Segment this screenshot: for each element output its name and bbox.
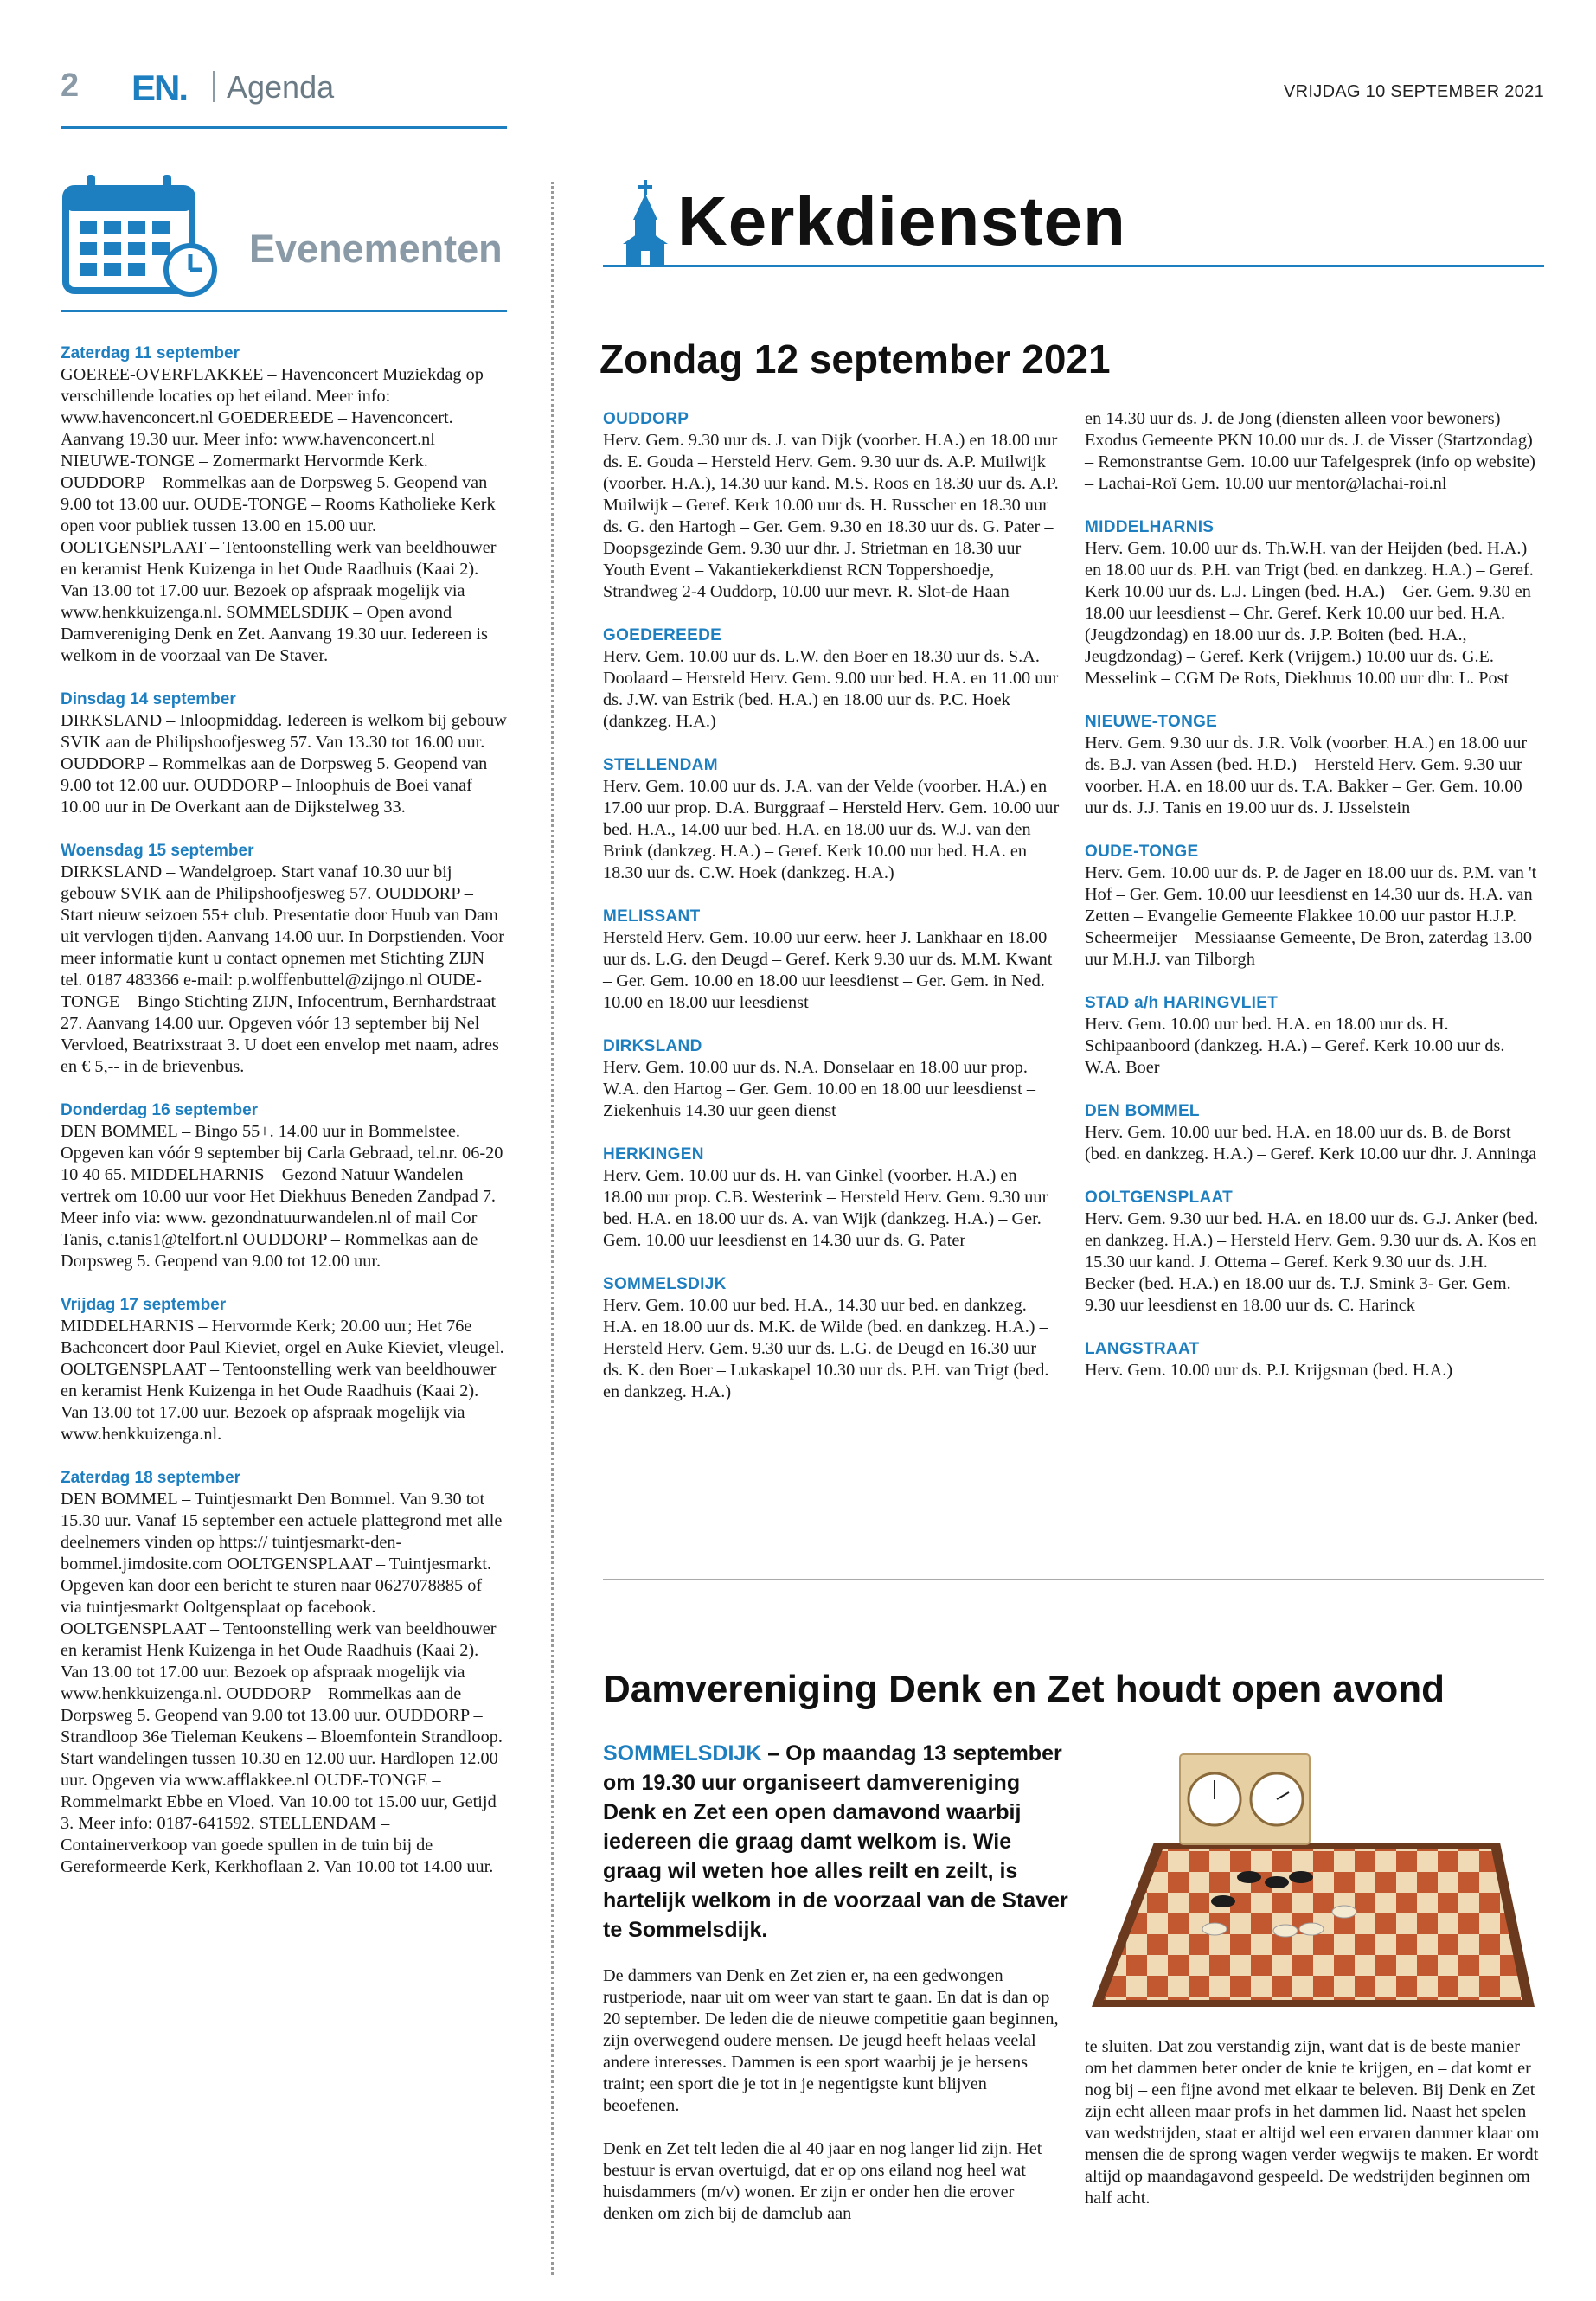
page-number: 2	[61, 67, 80, 104]
event-day	[61, 343, 507, 667]
events-title: Evenementen	[249, 227, 503, 271]
service-text: Herv. Gem. 10.00 uur ds. N.A. Donselaar en 18.00 uur prop. W.A. den Hartog – Ger. Gem. 10.00 en 18.00 uur leesdienst – Ziekenhuis 14.30 uur geen dienst	[603, 1058, 1035, 1120]
service-place: SOMMELSDIJK	[603, 1275, 727, 1293]
event-text: DIRKSLAND – Inloopmiddag. Iedereen is welkom bij gebouw SVIK aan de Philipshoofjesweg 57. Van 13.30 tot 16.00 uur. OUDDORP – Rommelkas aan de Dorpsweg 5. Geopend van 9.00 tot 12.00 uur. OUDDORP – Inloophuis de Boei vanaf 10.00 uur in De Overkant aan de Dijkstelweg 33.	[61, 711, 507, 817]
event-day-label: Dinsdag 14 september	[61, 690, 236, 708]
service-text: Herv. Gem. 10.00 uur ds. H. van Ginkel (voorber. H.A.) en 18.00 uur prop. C.B. Westerink – Hersteld Herv. Gem. 9.30 uur bed. H.A. en 18.00 uur ds. A. van Wijk (dankzeg. H.A.) – Ger. Gem. 10.00 uur leesdienst en 14.30 uur ds. G. Pater	[603, 1166, 1048, 1250]
service-place: HERKINGEN	[603, 1145, 704, 1163]
article-rule	[603, 1579, 1544, 1580]
event-day	[61, 1099, 507, 1272]
church-services-rule	[603, 265, 1544, 267]
service-text: Herv. Gem. 9.30 uur bed. H.A. en 18.00 uur ds. G.J. Anker (bed. en dankzeg. H.A.) – Hersteld Herv. Gem. 9.30 uur ds. A. Kos en 15.30 uur kand. J. Ottema – Geref. Kerk 9.30 uur ds. J.H. Becker (bed. H.A.) en 18.00 uur ds. T.J. Smink 3- Ger. Gem. 9.30 uur leesdienst en 18.00 uur ds. C. Harinck	[1085, 1209, 1539, 1315]
event-text: GOEREE-OVERFLAKKEE – Havenconcert Muziekdag op verschillende locaties op het eiland. Meer info: www.havenconcert.nl GOEDEREEDE – Havenconcert. Aanvang 19.30 uur. Meer info: www.havenconcert.nl NIEUWE-TONGE – Zomermarkt Hervormde Kerk. OUDDORP – Rommelkas aan de Dorpsweg 5. Geopend van 9.00 tot 13.00 uur. OUDE-TONGE – Rooms Katholieke Kerk open voor publiek tussen 13.00 en 15.00 uur. OOLTGENSPLAAT – Tentoonstelling werk van beeldhouwer en keramist Henk Kuizenga in het Oude Raadhuis (Kaai 2). Van 13.00 tot 17.00 uur. Bezoek op afspraak mogelijk via www.henkkuizenga.nl. SOMMELSDIJK – Open avond Damvereniging Denk en Zet. Aanvang 19.30 uur. Iedereen is welkom in de voorzaal van De Staver.	[61, 365, 497, 665]
article-paragraph: Denk en Zet telt leden die al 40 jaar en nog langer lid zijn. Het bestuur is ervan overtuigd, dat er op ons eiland nog heel wat huisdammers (m/v) wonen. Er zijn er onder hen die erover denken om zich bij de damclub aan	[603, 2139, 1042, 2223]
service-place: DIRKSLAND	[603, 1037, 702, 1055]
article-body-right	[1085, 2036, 1542, 2209]
service-text: Herv. Gem. 9.30 uur ds. J.R. Volk (voorber. H.A.) en 18.00 uur ds. B.J. van Assen (bed. H.D.) – Hersteld Herv. Gem. 9.30 uur voorber. H.A. en 18.00 uur ds. T.A. Bakker – Ger. Gem. 10.00 uur ds. J.J. Tanis en 19.00 uur ds. J. IJsselstein	[1085, 734, 1528, 817]
service-entry	[603, 906, 1060, 1014]
event-day-label: Woensdag 15 september	[61, 842, 254, 860]
newspaper-logo: EN.	[131, 67, 188, 108]
section-title: Agenda	[227, 69, 335, 105]
event-day	[61, 1294, 507, 1445]
calendar-icon	[62, 173, 220, 301]
draughts-board-photo	[1085, 1747, 1542, 2017]
article-headline: Damvereniging Denk en Zet houdt open avond	[603, 1668, 1445, 1710]
service-place: STAD a/h HARINGVLIET	[1085, 994, 1279, 1012]
header-separator	[213, 71, 215, 102]
event-day	[61, 840, 507, 1078]
events-list	[61, 343, 507, 1900]
services-column-right	[1085, 408, 1542, 1403]
event-day	[61, 1467, 507, 1878]
service-place: OUDE-TONGE	[1085, 843, 1199, 861]
column-divider	[551, 182, 554, 2275]
service-entry	[603, 1035, 1060, 1122]
event-day-label: Zaterdag 18 september	[61, 1469, 241, 1487]
article-body-left	[603, 1965, 1060, 2247]
header-rule	[61, 126, 507, 129]
service-place: OOLTGENSPLAAT	[1085, 1189, 1234, 1207]
lead-text: – Op maandag 13 september om 19.30 uur organiseert damvereniging Denk en Zet een open damavond waarbij iedereen die graag damt welkom is. Wie graag wil weten hoe alles reilt en zeilt, is hartelijk welkom in de voorzaal van de Staver te Sommelsdijk.	[603, 1741, 1068, 1942]
service-place: OUDDORP	[603, 410, 689, 428]
service-entry	[603, 625, 1060, 733]
service-entry	[1085, 841, 1542, 971]
event-text: MIDDELHARNIS – Hervormde Kerk; 20.00 uur; Het 76e Bachconcert door Paul Kieviet, orgel en Auke Kieviet, vleugel. OOLTGENSPLAAT – Tentoonstelling werk van beeldhouwer en keramist Henk Kuizenga in het Oude Raadhuis (Kaai 2). Van 13.00 tot 17.00 uur. Bezoek op afspraak mogelijk via www.henkkuizenga.nl.	[61, 1317, 504, 1444]
article-paragraph: De dammers van Denk en Zet zien er, na een gedwongen rustperiode, naar uit om weer van start te gaan. En dat is dan op 20 september. De leden die de nieuwe competitie gaan beginnen, zijn overwegend oudere mensen. De jeugd heeft helaas veelal andere interesses. Dammen is een sport waarbij je je hersens traint; een sport die je tot in je negentigste kunt blijven beoefenen.	[603, 1966, 1059, 2115]
service-text: Herv. Gem. 9.30 uur ds. J. van Dijk (voorber. H.A.) en 18.00 uur ds. E. Gouda – Hersteld Herv. Gem. 9.30 uur ds. A.P. Muilwijk (voorber. H.A.), 14.30 uur kand. M.S. Roos en 18.30 uur ds. A.P. Muilwijk – Geref. Kerk 10.00 uur ds. H. Russcher en 18.30 uur ds. G. den Hartogh – Ger. Gem. 9.30 en 18.30 uur ds. G. Pater – Doopsgezinde Gem. 9.30 uur dhr. J. Strietman en 18.30 uur Youth Event – Vakantiekerkdienst RCN Toppershoedje, Strandweg 2-4 Ouddorp, 10.00 uur mevr. R. Slot-de Haan	[603, 431, 1059, 601]
service-text: Herv. Gem. 10.00 uur ds. P.J. Krijgsman (bed. H.A.)	[1085, 1361, 1453, 1380]
service-text: Herv. Gem. 10.00 uur bed. H.A. en 18.00 uur ds. B. de Borst (bed. en dankzeg. H.A.) – Geref. Kerk 10.00 uur dhr. J. Anninga	[1085, 1123, 1537, 1163]
service-entry	[1085, 992, 1542, 1079]
service-entry	[603, 1144, 1060, 1252]
event-text: DIRKSLAND – Wandelgroep. Start vanaf 10.30 uur bij gebouw SVIK aan de Philipshoofjesweg 57. OUDDORP – Start nieuw seizoen 55+ club. Presentatie door Huub van Dam uit vervlogen tijden. Aanvang 14.00 uur. In Dorpstienden. Voor meer informatie kunt u contact opnemen met Stichting ZIJN tel. 0187 483366 e-mail: p.wolffenbuttel@zijngo.nl OUDE-TONGE – Bingo Stichting ZIJN, Infocentrum, Bernhardstraat 27. Aanvang 14.00 uur. Opgeven vóór 13 september bij Nel Vervloed, Beatrixstraat 3. U doet een envelop met naam, adres en € 5,-- in de brievenbus.	[61, 862, 504, 1076]
service-entry	[1085, 1100, 1542, 1165]
service-place: NIEUWE-TONGE	[1085, 713, 1218, 731]
service-text: Herv. Gem. 10.00 uur bed. H.A. en 18.00 uur ds. H. Schipaanboord (dankzeg. H.A.) – Geref. Kerk 10.00 uur ds. W.A. Boer	[1085, 1015, 1505, 1077]
service-entry	[1085, 1187, 1542, 1317]
issue-date: VRIJDAG 10 SEPTEMBER 2021	[1284, 82, 1544, 101]
lead-place: SOMMELSDIJK	[603, 1741, 762, 1766]
service-text: Herv. Gem. 10.00 uur bed. H.A., 14.30 uur bed. en dankzeg. H.A. en 18.00 uur ds. M.K. de Wilde (bed. en dankzeg. H.A.) – Hersteld Herv. Gem. 9.30 uur ds. L.G. de Deugd en 16.30 uur ds. K. den Boer – Lukaskapel 10.30 uur ds. P.H. van Trigt (bed. en dankzeg. H.A.)	[603, 1296, 1049, 1401]
event-day-label: Donderdag 16 september	[61, 1101, 259, 1119]
service-continuation: en 14.30 uur ds. J. de Jong (diensten alleen voor bewoners) – Exodus Gemeente PKN 10.00 uur ds. J. de Visser (Startzondag) – Remonstrantse Gem. 10.00 uur Tafelgesprek (info op website) – Lachai-Roï Gem. 10.00 uur mentor@lachai-roi.nl	[1085, 409, 1535, 493]
service-text: Herv. Gem. 10.00 uur ds. L.W. den Boer en 18.30 uur ds. S.A. Doolaard – Hersteld Herv. Gem. 9.00 uur bed. H.A. en 11.00 uur ds. J.W. van Estrik (bed. H.A.) en 18.00 uur ds. P.C. Hoek (dankzeg. H.A.)	[603, 647, 1059, 731]
church-services-title: Kerkdiensten	[677, 183, 1126, 260]
service-place: MIDDELHARNIS	[1085, 518, 1215, 536]
service-text: Herv. Gem. 10.00 uur ds. J.A. van der Velde (voorber. H.A.) en 17.00 uur prop. D.A. Burggraaf – Hersteld Herv. Gem. 10.00 uur bed. H.A., 14.00 uur bed. H.A. en 18.00 uur ds. W.J. van den Brink (dankzeg. H.A.) – Geref. Kerk 10.00 uur bed. H.A. en 18.30 uur ds. C.W. Hoek (dankzeg. H.A.)	[603, 777, 1060, 882]
services-column-left	[603, 408, 1060, 1425]
service-date-heading: Zondag 12 september 2021	[599, 336, 1111, 381]
service-entry	[603, 754, 1060, 884]
service-place: DEN BOMMEL	[1085, 1102, 1200, 1120]
service-entry	[603, 1273, 1060, 1403]
article-lead	[603, 1739, 1070, 1945]
service-place: MELISSANT	[603, 907, 701, 926]
service-text: Herv. Gem. 10.00 uur ds. Th.W.H. van der Heijden (bed. H.A.) en 18.00 uur ds. P.H. van Trigt (bed. en dankzeg. H.A.) – Geref. Kerk 10.00 uur ds. L.J. Lingen (bed. H.A.) – Ger. Gem. 9.30 en 18.00 uur leesdienst – Chr. Geref. Kerk 10.00 uur bed. H.A. (Jeugdzondag) en 18.00 uur ds. J.P. Boiten (bed. H.A., Jeugdzondag) – Geref. Kerk (Vrijgem.) 10.00 uur ds. G.E. Messelink – CGM De Rots, Diekhuus 10.00 uur dhr. L. Post	[1085, 539, 1534, 688]
event-text: DEN BOMMEL – Tuintjesmarkt Den Bommel. Van 9.30 tot 15.30 uur. Vanaf 15 september een actuele plattegrond met alle deelnemers vinden op https:// tuintjesmarkt-den-bommel.jimdosite.com OOLTGENSPLAAT – Tuintjesmarkt. Opgeven kan door een bericht te sturen naar 0627078885 of via tuintjesmarkt Ooltgensplaat op facebook. OOLTGENSPLAAT – Tentoonstelling werk van beeldhouwer en keramist Henk Kuizenga in het Oude Raadhuis (Kaai 2). Van 13.00 tot 17.00 uur. Bezoek op afspraak mogelijk via www.henkkuizenga.nl. OUDDORP – Rommelkas aan de Dorpsweg 5. Geopend van 9.00 tot 13.00 uur. OUDDORP – Strandloop 36e Tieleman Keukens – Bloemfontein Strandloop. Start wandelingen tussen 10.30 en 12.00 uur. Hardlopen 12.00 uur. Opgeven via www.afflakkee.nl OUDE-TONGE – Rommelmarkt Ebbe en Vloed. Van 10.00 tot 15.00 uur, Getijd 3. Meer info: 0187-641592. STELLENDAM – Containerverkoop van goede spullen in de tuin bij de Gereformeerde Kerk, Kerkhoflaan 2. Van 10.00 tot 14.00 uur.	[61, 1490, 503, 1876]
service-place: STELLENDAM	[603, 756, 718, 774]
article-paragraph: te sluiten. Dat zou verstandig zijn, want dat is de beste manier om het dammen beter onder de knie te krijgen, en – dat komt er nog bij – een fijne avond met elkaar te beleven. Bij Denk en Zet zijn echt alleen maar profs in het dammen lid. Naast het spelen van wedstrijden, staat er altijd wel een ervaren dammer klaar om mensen die de sprong wagen verder wegwijs te maken. Er wordt altijd op maandagavond gespeeld. De wedstrijden beginnen om half acht.	[1085, 2037, 1540, 2208]
event-day-label: Vrijdag 17 september	[61, 1296, 227, 1314]
events-rule	[61, 310, 507, 312]
event-text: DEN BOMMEL – Bingo 55+. 14.00 uur in Bommelstee. Opgeven kan vóór 9 september bij Carla Gebraad, tel.nr. 06-20 10 40 65. MIDDELHARNIS – Gezond Natuur Wandelen vertrek om 10.00 uur voor Het Diekhuus Beneden Zandpad 7. Meer info via: www. gezondnatuurwandelen.nl of mail Cor Tanis, c.tanis1@telfort.nl OUDDORP – Rommelkas aan de Dorpsweg 5. Geopend van 9.00 tot 12.00 uur.	[61, 1122, 503, 1271]
service-entry	[603, 408, 1060, 603]
service-text: Hersteld Herv. Gem. 10.00 uur eerw. heer J. Lankhaar en 18.00 uur ds. L.G. den Deugd – Geref. Kerk 9.30 uur ds. M.M. Kwant – Ger. Gem. 10.00 en 18.00 uur leesdienst – Ger. Gem. in Ned. 10.00 en 18.00 uur leesdienst	[603, 928, 1053, 1012]
church-icon	[621, 180, 670, 266]
event-day-label: Zaterdag 11 september	[61, 344, 240, 362]
service-entry	[1085, 516, 1542, 689]
event-day	[61, 689, 507, 818]
service-entry	[1085, 711, 1542, 819]
service-place: GOEDEREEDE	[603, 626, 722, 644]
service-entry	[1085, 1338, 1542, 1381]
service-text: Herv. Gem. 10.00 uur ds. P. de Jager en 18.00 uur ds. P.M. van 't Hof – Ger. Gem. 10.00 uur leesdienst en 14.30 uur ds. H.A. van Zetten – Evangelie Gemeente Flakkee 10.00 uur pastor H.J.P. Scheermeijer – Messiaanse Gemeente, De Bron, zaterdag 13.00 uur M.H.J. van Tilborgh	[1085, 863, 1537, 969]
service-place: LANGSTRAAT	[1085, 1340, 1200, 1358]
